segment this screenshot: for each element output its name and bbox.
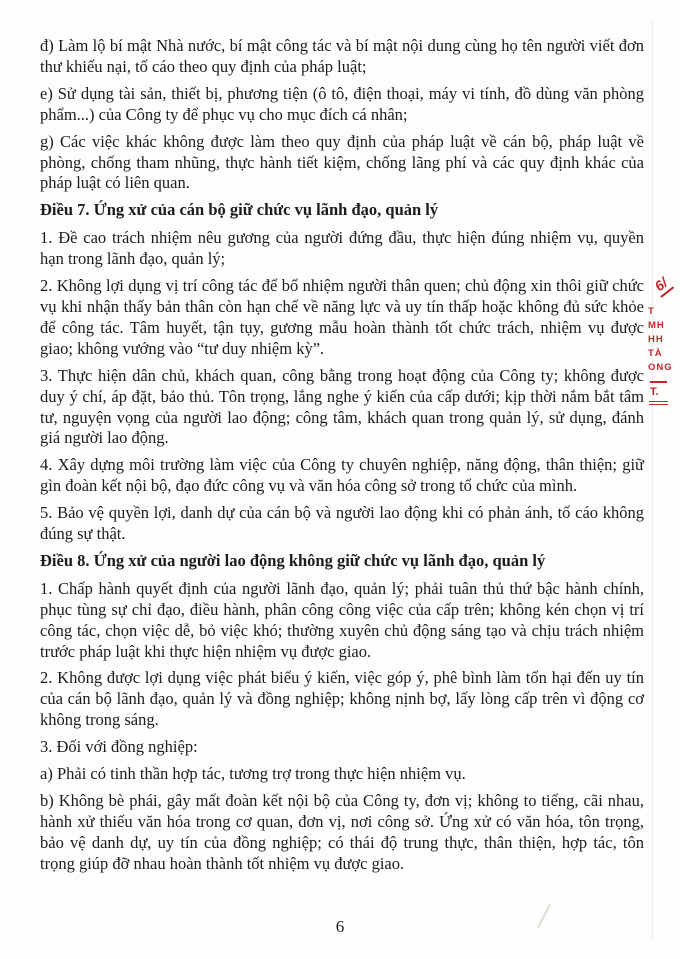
annotation-underline — [649, 401, 668, 402]
stamp-fragment: TÀ — [648, 348, 663, 359]
annotation-underline — [649, 404, 668, 405]
article-8-item-2: 2. Không được lợi dụng việc phát biểu ý kiến, việc góp ý, phê bình làm tổn hại đến uy tín của cán bộ lãnh đạo, quản lý và đồng nghiệp; không nịnh bợ, lấy lòng cấp trên vì động cơ không trong sáng. — [40, 668, 644, 730]
handwritten-mark: 6/ — [650, 273, 674, 298]
paragraph-d: đ) Làm lộ bí mật Nhà nước, bí mật công tác và bí mật nội dung cùng họ tên người viết đơn thư khiếu nại, tố cáo theo quy định của pháp luật; — [40, 36, 644, 76]
page-edge-scan-line — [652, 20, 653, 940]
article-8-item-3b: b) Không bè phái, gây mất đoàn kết nội bộ của Công ty, đơn vị; không to tiếng, cãi nhau, hành xử thiếu văn hóa trong cơ quan, đơn vị, nơi công sở. Ứng xử có văn hóa, tôn trọng, bảo vệ danh dự, uy tín của đồng nghiệp; có thái độ trung thực, thân thiện, hợp tác, tôn trọng giúp đỡ nhau hoàn thành tốt nhiệm vụ được giao. — [40, 791, 644, 873]
article-7-item-4: 4. Xây dựng môi trường làm việc của Công ty chuyên nghiệp, năng động, thân thiện; giữ gìn đoàn kết nội bộ, đạo đức công vụ và văn hóa công sở trong tổ chức của mình. — [40, 455, 644, 496]
article-7-item-2: 2. Không lợi dụng vị trí công tác để bổ nhiệm người thân quen; chủ động xin thôi giữ chức vụ khi nhận thấy bản thân còn hạn chế về năng lực và uy tín thấp hoặc không đủ sức khỏe để công tác. Tâm huyết, tận tụy, gương mẫu hoàn thành tốt chức trách, nhiệm vụ được giao; không vướng vào “tư duy nhiệm kỳ”. — [40, 276, 644, 358]
stamp-fragment: MH — [648, 320, 665, 331]
article-7-heading: Điều 7. Ứng xử của cán bộ giữ chức vụ lãnh đạo, quản lý — [40, 200, 439, 220]
article-8-item-1: 1. Chấp hành quyết định của người lãnh đạo, quản lý; phải tuân thủ thứ bậc hành chính, phục tùng sự chỉ đạo, điều hành, phân công công việc của cấp trên; không kén chọn vị trí công tác, chọn việc dễ, bỏ việc khó; thường xuyên chủ động sáng tạo và chịu trách nhiệm trước pháp luật khi thực hiện nhiệm vụ được giao. — [40, 578, 644, 661]
stamp-fragment: ONG — [648, 362, 673, 373]
page-number: 6 — [335, 917, 345, 936]
reviewer-initial: T. — [650, 386, 659, 398]
paragraph-g: g) Các việc khác không được làm theo quy định của pháp luật về cán bộ, pháp luật về phòng, chống tham nhũng, thực hành tiết kiệm, chống lãng phí và các quy định khác của pháp luật có liên quan. — [40, 131, 644, 193]
stamp-fragment: HH — [648, 334, 664, 345]
article-8-heading: Điều 8. Ứng xử của người lao động không giữ chức vụ lãnh đạo, quản lý — [40, 550, 546, 570]
article-7-item-5: 5. Bảo vệ quyền lợi, danh dự của cán bộ và người lao động khi có phản ánh, tố cáo không đúng sự thật. — [40, 503, 644, 544]
document-text-block — [40, 36, 644, 881]
paragraph-e: e) Sử dụng tài sản, thiết bị, phương tiện (ô tô, điện thoại, máy vi tính, đồ dùng văn phòng phẩm...) của Công ty để phục vụ cho mục đích cá nhân; — [40, 83, 644, 124]
article-8-item-3a: a) Phải có tinh thần hợp tác, tương trợ trong thực hiện nhiệm vụ. — [40, 764, 466, 784]
stamp-fragment: T — [648, 306, 655, 317]
article-7-item-1: 1. Đề cao trách nhiệm nêu gương của người đứng đầu, thực hiện đúng nhiệm vụ, quyền hạn trong lãnh đạo, quản lý; — [40, 228, 644, 269]
annotation-rule — [650, 381, 667, 383]
article-8-item-3: 3. Đối với đồng nghiệp: — [40, 737, 198, 757]
article-7-item-3: 3. Thực hiện dân chủ, khách quan, công bằng trong hoạt động của Công ty; không được duy ý chí, áp đặt, bảo thủ. Tôn trọng, lắng nghe ý kiến của cấp dưới; kịp thời nắm bắt tâm tư, nguyện vọng của người lao động; công tâm, khách quan trong quản lý, sử dụng, đánh giá người lao động. — [40, 365, 644, 448]
red-margin-annotation — [648, 276, 680, 405]
